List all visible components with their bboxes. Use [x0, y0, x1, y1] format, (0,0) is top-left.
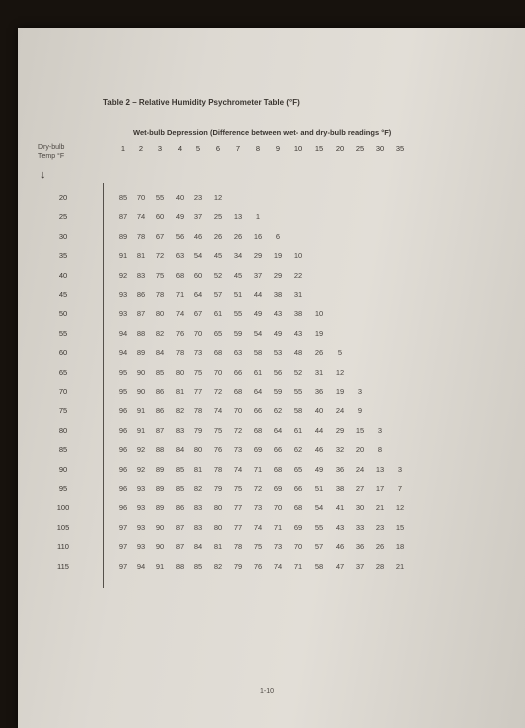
table-cell: 72: [155, 251, 165, 261]
table-cell: 23: [193, 193, 203, 202]
table-cell: 17: [375, 484, 385, 493]
table-cell: 74: [175, 309, 185, 319]
table-cell: 41: [335, 503, 345, 513]
table-cell: 71: [273, 522, 283, 532]
row-temp-label: 85: [58, 445, 68, 455]
row-temp-label: 100: [56, 503, 70, 513]
table-cell: 27: [355, 484, 365, 493]
table-cell: 10: [314, 309, 324, 319]
table-cell: 60: [155, 212, 165, 222]
table-cell: 80: [175, 367, 185, 377]
table-cell: 63: [233, 348, 243, 358]
column-header: 4: [177, 144, 183, 153]
table-cell: 86: [136, 290, 146, 299]
table-cell: 79: [193, 425, 203, 435]
table-cell: 55: [155, 193, 165, 202]
table-cell: 26: [375, 542, 385, 552]
table-cell: 36: [355, 542, 365, 552]
table-cell: 60: [193, 270, 203, 280]
table-cell: 78: [193, 406, 203, 416]
table-cell: 86: [155, 387, 165, 396]
table-cell: 90: [155, 522, 165, 532]
table-cell: 40: [314, 406, 324, 416]
table-cell: 38: [273, 290, 283, 299]
row-temp-label: 60: [58, 348, 68, 358]
table-cell: 86: [155, 406, 165, 416]
table-cell: 9: [357, 406, 363, 416]
table-cell: 81: [213, 542, 223, 552]
table-cell: 26: [213, 231, 223, 241]
row-temp-label: 50: [58, 309, 68, 319]
table-cell: 46: [335, 542, 345, 552]
table-cell: 88: [136, 328, 146, 338]
column-header: 2: [138, 144, 144, 153]
table-cell: 44: [314, 425, 324, 435]
table-cell: 53: [273, 348, 283, 358]
column-header: 3: [157, 144, 163, 153]
table-cell: 37: [355, 561, 365, 571]
table-cell: 71: [175, 290, 185, 299]
table-cell: 3: [397, 464, 403, 474]
table-cell: 52: [293, 367, 303, 377]
table-cell: 61: [253, 367, 263, 377]
table-cell: 19: [314, 328, 324, 338]
table-cell: 49: [314, 464, 324, 474]
table-cell: 76: [175, 328, 185, 338]
table-cell: 74: [233, 464, 243, 474]
table-cell: 97: [118, 522, 128, 532]
row-temp-label: 70: [58, 387, 68, 396]
table-cell: 96: [118, 445, 128, 455]
row-temp-label: 45: [58, 290, 68, 299]
table-cell: 31: [314, 367, 324, 377]
table-cell: 54: [253, 328, 263, 338]
table-cell: 94: [118, 328, 128, 338]
table-cell: 73: [253, 503, 263, 513]
row-temp-label: 20: [58, 193, 68, 202]
table-cell: 15: [395, 522, 405, 532]
column-header: 10: [293, 144, 303, 153]
table-cell: 91: [118, 251, 128, 261]
table-cell: 40: [175, 193, 185, 202]
row-temp-label: 90: [58, 464, 68, 474]
table-cell: 56: [273, 367, 283, 377]
table-cell: 96: [118, 503, 128, 513]
table-cell: 18: [395, 542, 405, 552]
down-arrow-icon: ↓: [40, 169, 46, 181]
table-cell: 66: [293, 484, 303, 493]
table-cell: 93: [136, 522, 146, 532]
page-number: 1-10: [260, 688, 275, 695]
table-cell: 83: [175, 425, 185, 435]
table-cell: 72: [253, 484, 263, 493]
table-cell: 70: [293, 542, 303, 552]
table-cell: 96: [118, 484, 128, 493]
table-cell: 55: [293, 387, 303, 396]
row-header: [38, 143, 78, 161]
row-temp-label: 80: [58, 425, 68, 435]
table-cell: 69: [253, 445, 263, 455]
table-cell: 51: [314, 484, 324, 493]
table-cell: 75: [253, 542, 263, 552]
table-cell: 78: [155, 290, 165, 299]
table-cell: 81: [175, 387, 185, 396]
table-cell: 6: [275, 231, 281, 241]
table-cell: 63: [175, 251, 185, 261]
table-cell: 46: [193, 231, 203, 241]
table-cell: 32: [335, 445, 345, 455]
table-cell: 89: [155, 484, 165, 493]
table-cell: 77: [233, 522, 243, 532]
table-cell: 95: [118, 367, 128, 377]
table-cell: 21: [395, 561, 405, 571]
table-cell: 70: [193, 328, 203, 338]
table-cell: 58: [253, 348, 263, 358]
table-cell: 45: [233, 270, 243, 280]
table-cell: 54: [314, 503, 324, 513]
table-cell: 26: [314, 348, 324, 358]
table-cell: 61: [213, 309, 223, 319]
table-title: Table 2 – Relative Humidity Psychrometer Table (°F): [103, 98, 300, 107]
table-cell: 87: [175, 522, 185, 532]
table-cell: 78: [213, 464, 223, 474]
table-cell: 91: [136, 425, 146, 435]
table-cell: 59: [233, 328, 243, 338]
table-cell: 58: [314, 561, 324, 571]
table-cell: 52: [213, 270, 223, 280]
column-header: 25: [355, 144, 365, 153]
table-cell: 43: [293, 328, 303, 338]
table-cell: 86: [175, 503, 185, 513]
table-cell: 82: [213, 561, 223, 571]
table-cell: 80: [193, 445, 203, 455]
table-cell: 64: [193, 290, 203, 299]
table-cell: 24: [355, 464, 365, 474]
table-cell: 70: [233, 406, 243, 416]
column-header: 7: [235, 144, 241, 153]
table-cell: 89: [118, 231, 128, 241]
table-cell: 83: [136, 270, 146, 280]
table-cell: 87: [136, 309, 146, 319]
table-cell: 56: [175, 231, 185, 241]
column-header: 8: [255, 144, 261, 153]
table-cell: 74: [213, 406, 223, 416]
table-cell: 10: [293, 251, 303, 261]
table-cell: 92: [136, 445, 146, 455]
table-cell: 62: [273, 406, 283, 416]
column-header: 6: [215, 144, 221, 153]
table-cell: 80: [213, 503, 223, 513]
table-divider: [103, 183, 104, 588]
table-cell: 88: [155, 445, 165, 455]
table-cell: 57: [314, 542, 324, 552]
table-cell: 80: [213, 522, 223, 532]
table-cell: 68: [213, 348, 223, 358]
table-cell: 44: [253, 290, 263, 299]
table-cell: 3: [357, 387, 363, 396]
worksheet-page: [18, 28, 525, 728]
table-cell: 90: [136, 367, 146, 377]
table-cell: 3: [377, 425, 383, 435]
table-cell: 84: [175, 445, 185, 455]
table-cell: 76: [213, 445, 223, 455]
table-cell: 21: [375, 503, 385, 513]
table-cell: 55: [233, 309, 243, 319]
table-cell: 43: [273, 309, 283, 319]
table-cell: 69: [293, 522, 303, 532]
table-cell: 28: [375, 561, 385, 571]
table-cell: 12: [335, 367, 345, 377]
table-cell: 77: [193, 387, 203, 396]
table-cell: 81: [136, 251, 146, 261]
column-header: 15: [314, 144, 324, 153]
table-cell: 29: [253, 251, 263, 261]
table-cell: 87: [155, 425, 165, 435]
table-cell: 25: [213, 212, 223, 222]
table-cell: 94: [118, 348, 128, 358]
row-temp-label: 30: [58, 231, 68, 241]
table-cell: 97: [118, 561, 128, 571]
table-cell: 22: [293, 270, 303, 280]
table-cell: 37: [253, 270, 263, 280]
table-cell: 75: [233, 484, 243, 493]
table-cell: 90: [136, 387, 146, 396]
table-cell: 46: [314, 445, 324, 455]
table-cell: 59: [273, 387, 283, 396]
row-header-label: Dry-bulb Temp °F: [38, 144, 65, 160]
table-cell: 13: [233, 212, 243, 222]
table-cell: 7: [397, 484, 403, 493]
table-cell: 67: [155, 231, 165, 241]
table-cell: 95: [118, 387, 128, 396]
table-cell: 72: [213, 387, 223, 396]
table-cell: 16: [253, 231, 263, 241]
table-cell: 89: [136, 348, 146, 358]
table-cell: 43: [335, 522, 345, 532]
table-cell: 49: [175, 212, 185, 222]
table-cell: 79: [213, 484, 223, 493]
table-cell: 85: [175, 464, 185, 474]
table-cell: 68: [253, 425, 263, 435]
table-cell: 92: [136, 464, 146, 474]
table-cell: 91: [155, 561, 165, 571]
table-cell: 47: [335, 561, 345, 571]
column-header: 30: [375, 144, 385, 153]
table-cell: 55: [314, 522, 324, 532]
table-cell: 38: [293, 309, 303, 319]
table-cell: 84: [155, 348, 165, 358]
column-header: 20: [335, 144, 345, 153]
table-cell: 61: [293, 425, 303, 435]
table-cell: 96: [118, 425, 128, 435]
table-cell: 76: [253, 561, 263, 571]
table-cell: 78: [175, 348, 185, 358]
table-cell: 1: [255, 212, 261, 222]
table-cell: 58: [293, 406, 303, 416]
row-temp-label: 25: [58, 212, 68, 222]
table-cell: 36: [335, 464, 345, 474]
row-temp-label: 55: [58, 328, 68, 338]
column-header: 35: [395, 144, 405, 153]
table-cell: 49: [273, 328, 283, 338]
table-cell: 54: [193, 251, 203, 261]
table-cell: 66: [233, 367, 243, 377]
table-cell: 93: [136, 503, 146, 513]
table-cell: 89: [155, 503, 165, 513]
table-cell: 66: [273, 445, 283, 455]
table-cell: 68: [233, 387, 243, 396]
table-cell: 29: [273, 270, 283, 280]
column-header: 5: [195, 144, 201, 153]
table-cell: 94: [136, 561, 146, 571]
table-cell: 24: [335, 406, 345, 416]
table-cell: 67: [193, 309, 203, 319]
table-cell: 64: [273, 425, 283, 435]
table-cell: 85: [155, 367, 165, 377]
table-cell: 82: [193, 484, 203, 493]
table-cell: 74: [136, 212, 146, 222]
table-cell: 38: [335, 484, 345, 493]
table-cell: 93: [118, 290, 128, 299]
table-cell: 70: [136, 193, 146, 202]
table-cell: 72: [233, 425, 243, 435]
table-cell: 85: [193, 561, 203, 571]
table-cell: 48: [293, 348, 303, 358]
table-cell: 57: [213, 290, 223, 299]
table-cell: 71: [293, 561, 303, 571]
table-cell: 30: [355, 503, 365, 513]
table-cell: 68: [273, 464, 283, 474]
row-temp-label: 65: [58, 367, 68, 377]
table-cell: 93: [118, 309, 128, 319]
column-header: 9: [275, 144, 281, 153]
table-cell: 83: [193, 503, 203, 513]
table-cell: 12: [395, 503, 405, 513]
table-cell: 85: [175, 484, 185, 493]
row-temp-label: 75: [58, 406, 68, 416]
table-cell: 88: [175, 561, 185, 571]
table-cell: 73: [273, 542, 283, 552]
table-cell: 69: [273, 484, 283, 493]
table-cell: 75: [213, 425, 223, 435]
table-cell: 73: [193, 348, 203, 358]
row-temp-label: 35: [58, 251, 68, 261]
table-cell: 70: [213, 367, 223, 377]
table-cell: 19: [273, 251, 283, 261]
table-cell: 70: [273, 503, 283, 513]
row-temp-label: 115: [57, 561, 69, 571]
table-cell: 78: [136, 231, 146, 241]
table-cell: 65: [213, 328, 223, 338]
table-cell: 83: [193, 522, 203, 532]
table-cell: 73: [233, 445, 243, 455]
table-cell: 87: [118, 212, 128, 222]
table-cell: 80: [155, 309, 165, 319]
table-subtitle: Wet-bulb Depression (Difference between wet- and dry-bulb readings °F): [133, 128, 392, 137]
table-cell: 81: [193, 464, 203, 474]
table-cell: 31: [293, 290, 303, 299]
table-cell: 97: [118, 542, 128, 552]
table-cell: 37: [193, 212, 203, 222]
table-cell: 19: [335, 387, 345, 396]
row-temp-label: 40: [58, 270, 68, 280]
table-cell: 34: [233, 251, 243, 261]
table-cell: 5: [337, 348, 343, 358]
column-header: 1: [120, 144, 126, 153]
table-cell: 36: [314, 387, 324, 396]
table-cell: 71: [253, 464, 263, 474]
table-cell: 96: [118, 406, 128, 416]
table-cell: 45: [213, 251, 223, 261]
table-cell: 75: [193, 367, 203, 377]
table-cell: 64: [253, 387, 263, 396]
row-temp-label: 110: [57, 542, 69, 552]
table-cell: 78: [233, 542, 243, 552]
table-cell: 91: [136, 406, 146, 416]
table-cell: 15: [355, 425, 365, 435]
table-cell: 89: [155, 464, 165, 474]
table-cell: 68: [175, 270, 185, 280]
table-cell: 23: [375, 522, 385, 532]
table-cell: 65: [293, 464, 303, 474]
table-cell: 85: [118, 193, 128, 202]
table-cell: 87: [175, 542, 185, 552]
table-cell: 33: [355, 522, 365, 532]
table-cell: 92: [118, 270, 128, 280]
table-cell: 8: [377, 445, 383, 455]
table-cell: 82: [155, 328, 165, 338]
table-cell: 96: [118, 464, 128, 474]
table-cell: 82: [175, 406, 185, 416]
table-cell: 68: [293, 503, 303, 513]
table-cell: 66: [253, 406, 263, 416]
table-cell: 93: [136, 542, 146, 552]
table-cell: 90: [155, 542, 165, 552]
table-cell: 77: [233, 503, 243, 513]
table-cell: 13: [375, 464, 385, 474]
table-cell: 79: [233, 561, 243, 571]
table-cell: 74: [273, 561, 283, 571]
table-cell: 26: [233, 231, 243, 241]
table-cell: 49: [253, 309, 263, 319]
table-cell: 74: [253, 522, 263, 532]
table-cell: 20: [355, 445, 365, 455]
row-temp-label: 95: [58, 484, 68, 493]
table-cell: 12: [213, 193, 223, 202]
table-cell: 75: [155, 270, 165, 280]
table-cell: 62: [293, 445, 303, 455]
row-temp-label: 105: [56, 522, 70, 532]
table-cell: 84: [193, 542, 203, 552]
table-cell: 93: [136, 484, 146, 493]
table-cell: 29: [335, 425, 345, 435]
table-cell: 51: [233, 290, 243, 299]
